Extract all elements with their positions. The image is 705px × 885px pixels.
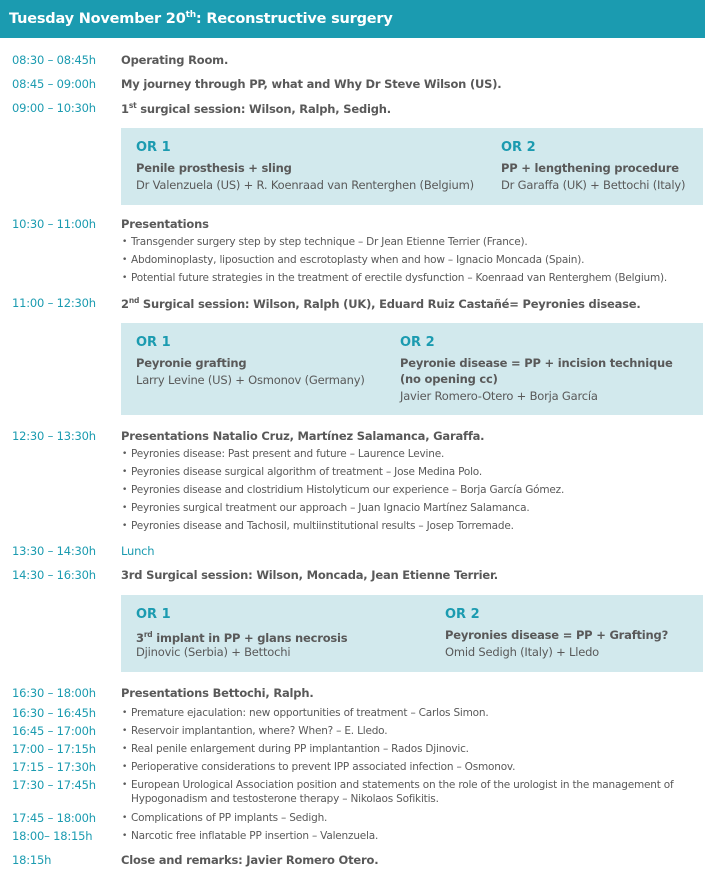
procedure-name-cont: (no opening cc) (400, 372, 498, 386)
schedule-row (0, 53, 705, 71)
session-title: Presentations Natalio Cruz, Martínez Salamanca, Garaffa. (121, 429, 485, 443)
list-item: • European Urological Association position and statements on the role of the urologist in the management of Hypogonadism and testosterone therapy – Nikolaos Sofikitis. (131, 778, 691, 806)
list-item: • Peyronies disease surgical algorithm of treatment – Jose Medina Polo. (131, 465, 482, 479)
surgeons: Dr Valenzuela (US) + R. Koenraad van Renterghen (Belgium) (136, 178, 474, 192)
time-slot: 16:30 – 16:45h (12, 706, 96, 720)
list-item: • Reservoir implantantion, where? When? – E. Lledo. (131, 724, 387, 738)
list-item: • Perioperative considerations to prevent IPP associated infection – Osmonov. (131, 760, 515, 774)
or-label: OR 1 (136, 607, 171, 622)
surgeons: Javier Romero-Otero + Borja García (400, 389, 598, 403)
time-slot: 09:00 – 10:30h (12, 101, 96, 115)
list-item: • Peyronies surgical treatment our approach – Juan Ignacio Martínez Salamanca. (131, 501, 530, 515)
list-item: • Transgender surgery step by step technique – Dr Jean Etienne Terrier (France). (131, 235, 528, 249)
or-label: OR 1 (136, 335, 171, 350)
time-slot: 17:15 – 17:30h (12, 760, 96, 774)
list-item: • Narcotic free inflatable PP insertion – Valenzuela. (131, 829, 378, 843)
operating-room-box (121, 128, 703, 205)
session-title: Presentations Bettochi, Ralph. (121, 686, 314, 700)
or-label: OR 2 (501, 140, 536, 155)
list-item: • Complications of PP implants – Sedigh. (131, 811, 327, 825)
procedure-name: Peyronie grafting (136, 356, 247, 370)
time-slot: 17:30 – 17:45h (12, 778, 96, 792)
list-item: • Peyronies disease and clostridium Histolyticum our experience – Borja García Gómez. (131, 483, 564, 497)
schedule-row (0, 686, 705, 704)
talk-row (0, 760, 705, 778)
schedule-row (0, 296, 705, 314)
session-title: My journey through PP, what and Why Dr Steve Wilson (US). (121, 77, 502, 91)
session-title: 2nd Surgical session: Wilson, Ralph (UK), Eduard Ruiz Castañé= Peyronies disease. (121, 296, 641, 311)
time-slot: 14:30 – 16:30h (12, 568, 96, 582)
schedule-row (0, 568, 705, 586)
procedure-name: 3rd implant in PP + glans necrosis (136, 630, 348, 645)
schedule-row (0, 544, 705, 562)
time-slot: 13:30 – 14:30h (12, 544, 96, 558)
session-title: Close and remarks: Javier Romero Otero. (121, 853, 379, 867)
talk-row (0, 829, 705, 847)
or-label: OR 1 (136, 140, 171, 155)
procedure-name: Peyronies disease = PP + Grafting? (445, 628, 669, 642)
day-header (0, 0, 705, 38)
talk-row (0, 706, 705, 724)
surgeons: Omid Sedigh (Italy) + Lledo (445, 645, 599, 659)
time-slot: 18:00– 18:15h (12, 829, 93, 843)
time-slot: 17:00 – 17:15h (12, 742, 96, 756)
talk-row (0, 811, 705, 829)
surgeons: Dr Garaffa (UK) + Bettochi (Italy) (501, 178, 686, 192)
time-slot: 17:45 – 18:00h (12, 811, 96, 825)
list-item: • Peyronies disease and Tachosil, multiinstitutional results – Josep Torremade. (131, 519, 514, 533)
procedure-name: Peyronie disease = PP + incision technique (400, 356, 673, 370)
schedule-row (0, 853, 705, 871)
list-item: • Peyronies disease: Past present and future – Laurence Levine. (131, 447, 444, 461)
time-slot: 08:45 – 09:00h (12, 77, 96, 91)
surgeons: Larry Levine (US) + Osmonov (Germany) (136, 373, 365, 387)
time-slot: 12:30 – 13:30h (12, 429, 96, 443)
time-slot: 08:30 – 08:45h (12, 53, 96, 67)
schedule-row (0, 101, 705, 119)
talk-row (0, 778, 705, 812)
session-title: Presentations (121, 217, 209, 231)
time-slot: 11:00 – 12:30h (12, 296, 96, 310)
or-label: OR 2 (400, 335, 435, 350)
time-slot: 16:30 – 18:00h (12, 686, 96, 700)
procedure-name: Penile prosthesis + sling (136, 161, 292, 175)
procedure-name: PP + lengthening procedure (501, 161, 679, 175)
schedule-row (0, 429, 705, 447)
schedule-row (0, 77, 705, 95)
session-title: 3rd Surgical session: Wilson, Moncada, Jean Etienne Terrier. (121, 568, 498, 582)
list-item: • Potential future strategies in the treatment of erectile dysfunction – Koenraad van Renterghem (Belgium). (131, 271, 667, 285)
list-item: • Abdominoplasty, liposuction and escrotoplasty when and how – Ignacio Moncada (Spain). (131, 253, 584, 267)
schedule-row (0, 217, 705, 235)
operating-room-box (121, 595, 703, 672)
talk-row (0, 724, 705, 742)
session-title: Operating Room. (121, 53, 229, 67)
list-item: • Real penile enlargement during PP implantantion – Rados Djinovic. (131, 742, 469, 756)
list-item: • Premature ejaculation: new opportunities of treatment – Carlos Simon. (131, 706, 489, 720)
surgeons: Djinovic (Serbia) + Bettochi (136, 645, 291, 659)
day-title: Tuesday November 20th: Reconstructive surgery (9, 10, 393, 27)
time-slot: 18:15h (12, 853, 52, 867)
talk-row (0, 742, 705, 760)
or-label: OR 2 (445, 607, 480, 622)
time-slot: 16:45 – 17:00h (12, 724, 96, 738)
time-slot: 10:30 – 11:00h (12, 217, 96, 231)
session-title: 1st surgical session: Wilson, Ralph, Sedigh. (121, 101, 391, 116)
operating-room-box (121, 323, 703, 415)
session-title: Lunch (121, 544, 155, 558)
